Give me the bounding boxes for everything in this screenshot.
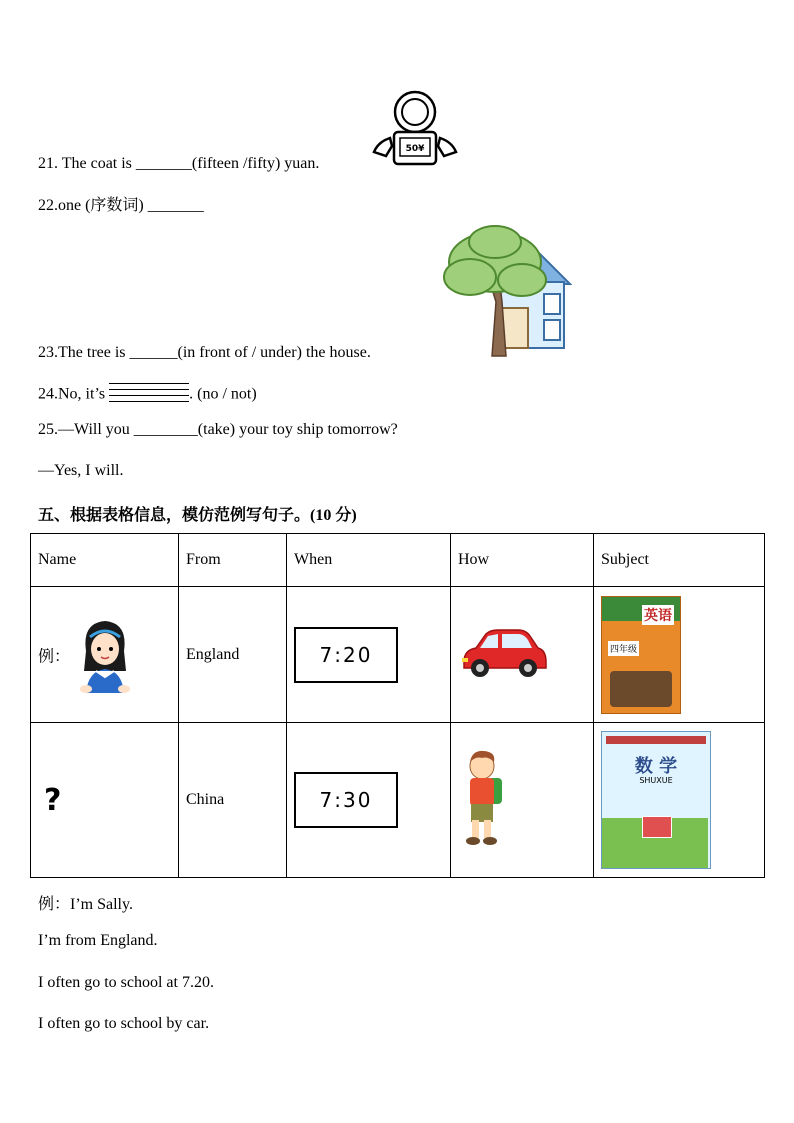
example-line-3: I often go to school at 7.20. xyxy=(38,974,214,991)
question-22 xyxy=(38,192,204,215)
clock-display: 7:30 xyxy=(294,772,398,828)
q25-text: 25.—Will you xyxy=(38,421,130,438)
q21-options: (fifteen /fifty) yuan. xyxy=(191,155,320,172)
book-title: 数 学 xyxy=(634,756,678,777)
question-25 xyxy=(38,421,398,439)
section-score: (10 分) xyxy=(310,507,357,524)
q23-blank[interactable]: ______ xyxy=(129,344,178,361)
header-when: When xyxy=(287,534,451,587)
q22-text: 22.one (序数词) xyxy=(38,197,144,214)
coat-figure-icon xyxy=(370,90,460,168)
q22-blank[interactable]: _______ xyxy=(147,197,204,214)
cell-when xyxy=(287,587,451,723)
q21-text: 21. The coat is xyxy=(38,155,132,172)
table-header-row xyxy=(31,534,765,587)
cell-when xyxy=(287,723,451,878)
question-25-answer: —Yes, I will. xyxy=(38,462,124,479)
example-line-2: I’m from England. xyxy=(38,932,158,949)
q21-blank[interactable]: _______ xyxy=(135,155,192,172)
cell-how xyxy=(451,723,594,878)
q24-answer-lines[interactable] xyxy=(109,383,189,407)
cell-how xyxy=(451,587,594,723)
question-21 xyxy=(38,155,319,173)
q23-options: (in front of / under) the house. xyxy=(177,344,371,361)
q24-options: . (no / not) xyxy=(189,385,257,403)
header-subject: Subject xyxy=(594,534,765,587)
cell-subject xyxy=(594,723,765,878)
tree-house-icon xyxy=(440,222,596,358)
book-pinyin: SHUXUE xyxy=(639,776,673,785)
q25-blank[interactable]: ________ xyxy=(133,421,198,438)
table-row xyxy=(31,723,765,878)
girl-icon xyxy=(74,615,136,695)
book-title: 英语 xyxy=(642,605,674,625)
question-23 xyxy=(38,344,371,362)
question-mark: ? xyxy=(44,782,62,818)
q25-options: (take) your toy ship tomorrow? xyxy=(197,421,398,438)
header-from: From xyxy=(179,534,287,587)
car-icon xyxy=(458,622,550,682)
table-row xyxy=(31,587,765,723)
question-24 xyxy=(38,383,257,407)
cell-subject xyxy=(594,587,765,723)
cell-from: China xyxy=(179,723,287,878)
cell-name-unknown xyxy=(31,723,179,878)
header-name: Name xyxy=(31,534,179,587)
price-tag: 50¥ xyxy=(405,144,425,154)
header-how: How xyxy=(451,534,594,587)
clock-display: 7:20 xyxy=(294,627,398,683)
q24-text: 24.No, it’s xyxy=(38,385,106,403)
example-line-4: I often go to school by car. xyxy=(38,1015,210,1032)
cell-name xyxy=(31,587,179,723)
example-prefix: 例： xyxy=(38,648,71,665)
cell-from: England xyxy=(179,587,287,723)
section-title xyxy=(38,502,357,525)
walking-boy-icon xyxy=(458,748,508,848)
info-table xyxy=(30,533,765,878)
math-book-icon xyxy=(601,731,711,869)
book-grade: 四年级 xyxy=(608,641,639,656)
section-title-text: 五、根据表格信息，模仿范例写句子。 xyxy=(38,505,311,524)
example-line-1: 例：I’m Sally. xyxy=(38,896,133,913)
english-book-icon xyxy=(601,596,681,714)
q23-text: 23.The tree is xyxy=(38,344,126,361)
